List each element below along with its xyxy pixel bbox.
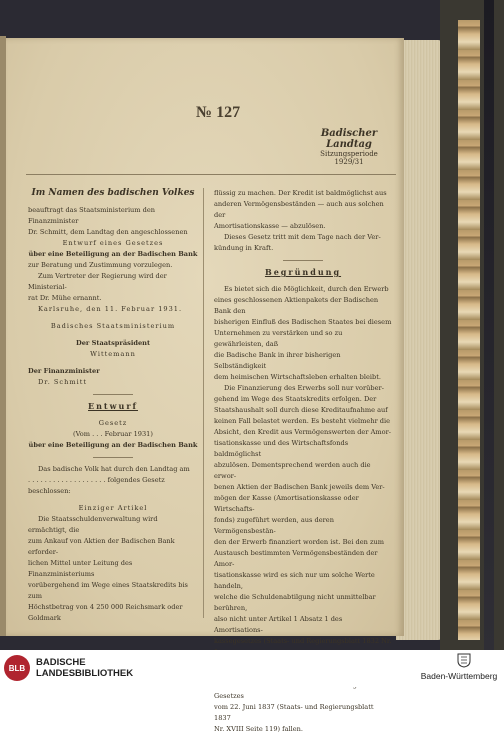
body-line: Dieses Gesetz tritt mit dem Tage nach der Ver-: [224, 233, 381, 241]
section-rule: [283, 260, 323, 261]
coat-of-arms-icon: [455, 652, 473, 668]
section-rule: [93, 394, 133, 395]
body-line: also nicht unter Artikel 1 Absatz 1 des Amortisations-: [214, 615, 343, 634]
body-line: die Badische Bank in ihrer bisherigen Selbständigkeit: [214, 351, 341, 370]
footer-bar: [0, 650, 504, 687]
body-line: fonds) zugeführt werden, aus deren Vermögensbestän-: [214, 516, 334, 535]
body-line: Amortisationskasse — abzulösen.: [214, 222, 326, 230]
body-line: Austausch bestimmten Vermögensbeständen der Amor-: [214, 549, 378, 568]
intro-line: Dr. Schmitt, dem Landtag den angeschlossenen: [28, 228, 188, 236]
body-line: zum Ankauf von Aktien der Badischen Bank erforder-: [28, 537, 175, 556]
body-line: eines geschlossenen Aktienpakets der Badischen Bank den: [214, 296, 379, 315]
blb-logo[interactable]: BLB: [4, 655, 30, 681]
blb-name[interactable]: [36, 657, 133, 679]
body-line: dem heimischen Wirtschaftsleben erhalten bleibt.: [214, 373, 381, 381]
body-line: vom 22. Juni 1837 (Staats- und Regierungsblatt 1837: [214, 703, 374, 722]
scanner-bar: [484, 0, 494, 650]
column-divider: [203, 188, 204, 618]
body-line: Absicht, den Kredit aus Vermögenswerten der Amor-: [214, 428, 391, 436]
blb-line-2: LANDESBIBLIOTHEK: [36, 668, 134, 679]
section-rule: [93, 457, 133, 458]
header-period: 1929/31: [334, 158, 364, 166]
president-name: Wittemann: [90, 350, 136, 358]
finance-title: Der Finanzminister: [28, 367, 100, 375]
entwurf-subject: über eine Beteiligung an der Badischen Bank: [28, 250, 198, 258]
header-session: Sitzungsperiode: [320, 150, 378, 158]
document-header: [306, 128, 392, 166]
intro-line: beauftragt das Staatsministerium den Finanzminister: [28, 206, 156, 225]
body-line: vorübergehend im Wege eines Staatskredits bis zum: [28, 581, 188, 600]
left-column: [28, 188, 198, 624]
body-line: welche die Schuldenabtilgung nicht unmittelbar berühren,: [214, 593, 376, 612]
artikel-heading: Einziger Artikel: [78, 504, 148, 512]
body-line: bisherigen Einfluß des Badischen Staates bei diesem: [214, 318, 392, 326]
entwurf-line: Entwurf eines Gesetzes: [62, 239, 164, 247]
body-line: Gesetzes: [214, 692, 244, 700]
blb-line-1: BADISCHE: [36, 657, 86, 668]
left-title: Im Namen des badischen Volkes: [31, 188, 195, 198]
state-label: Baden-Württemberg: [420, 671, 498, 681]
header-title: Badischer Landtag: [320, 128, 378, 150]
ministry-name: Badisches Staatsministerium: [50, 322, 176, 330]
body-line: Staatshaushalt soll durch diese Kreditaufnahme auf: [214, 406, 388, 414]
landtag-line: . . . . . . . . . . . . . . . . . . . folgendes Gesetz beschlossen:: [28, 476, 165, 495]
vertreter-line: rat Dr. Mühe ernannt.: [28, 294, 102, 302]
body-line: flüssig zu machen. Der Kredit ist baldmöglichst aus: [214, 189, 387, 197]
body-line: gehend im Wege des Staatskredits erfolgen. Der: [214, 395, 377, 403]
body-line: kassegesetzes (Staats- und Regierungsblatt 1832 Nr.: [214, 637, 392, 645]
body-line: lichen Mittel unter Leitung des Finanzministeriums: [28, 559, 133, 578]
header-rule: [26, 174, 396, 175]
finance-name: Dr. Schmitt: [38, 378, 88, 386]
begruendung-heading: Begründung: [264, 267, 342, 277]
body-line: Höchstbetrag von 4 250 000 Reichsmark oder Goldmark: [28, 603, 183, 622]
gesetz-date: (Vom . . . Februar 1931): [73, 430, 153, 438]
body-line: tisationskasse wird es sich nur um solche Werte handeln,: [214, 571, 375, 590]
body-line: benen Aktien der Badischen Bank jeweils dem Ver-: [214, 483, 385, 491]
color-calibration-strip: [440, 0, 504, 650]
body-line: Es bietet sich die Möglichkeit, durch den Erwerb: [224, 285, 389, 293]
body-line: Nr. XVIII Seite 119) fallen.: [214, 725, 304, 733]
gesetz-subject: über eine Beteiligung an der Badischen Bank: [28, 441, 198, 449]
body-line: den der Erwerb finanziert worden ist. Bei den zum: [214, 538, 384, 546]
vertreter-line: Zum Vertreter der Regierung wird der Ministerial-: [28, 272, 167, 291]
beratung-line: zur Beratung und Zustimmung vorzulegen.: [28, 261, 173, 269]
place-date: Karlsruhe, den 11. Februar 1931.: [38, 305, 183, 313]
body-line: kündung in Kraft.: [214, 244, 274, 252]
color-strip: [458, 20, 480, 640]
body-line: mögen der Kasse (Amortisationskasse oder Wirtschafts-: [214, 494, 359, 513]
entwurf-heading: Entwurf: [88, 401, 138, 411]
body-line: tisationskasse und des Wirtschaftsfonds baldmöglichst: [214, 439, 349, 458]
president-title: Der Staatspräsident: [75, 339, 150, 347]
page-number: № 127: [196, 104, 241, 121]
body-line: anderen Vermögensbeständen — auch aus solchen der: [214, 200, 384, 219]
gesetz-label: Gesetz: [98, 419, 128, 427]
body-line: Unternehmen zu verstärken und so zu gewährleisten, daß: [214, 329, 343, 348]
body-line: keinen Fall belastet werden. Es besteht vielmehr die: [214, 417, 391, 425]
body-line: Die Finanzierung des Erwerbs soll nur vorüber-: [224, 384, 384, 392]
body-line: abzulösen. Dementsprechend werden auch die erwor-: [214, 461, 371, 480]
body-line: Die Staatsschuldenverwaltung wird ermächtigt, die: [28, 515, 158, 534]
landtag-line: Das badische Volk hat durch den Landtag am: [38, 465, 190, 473]
